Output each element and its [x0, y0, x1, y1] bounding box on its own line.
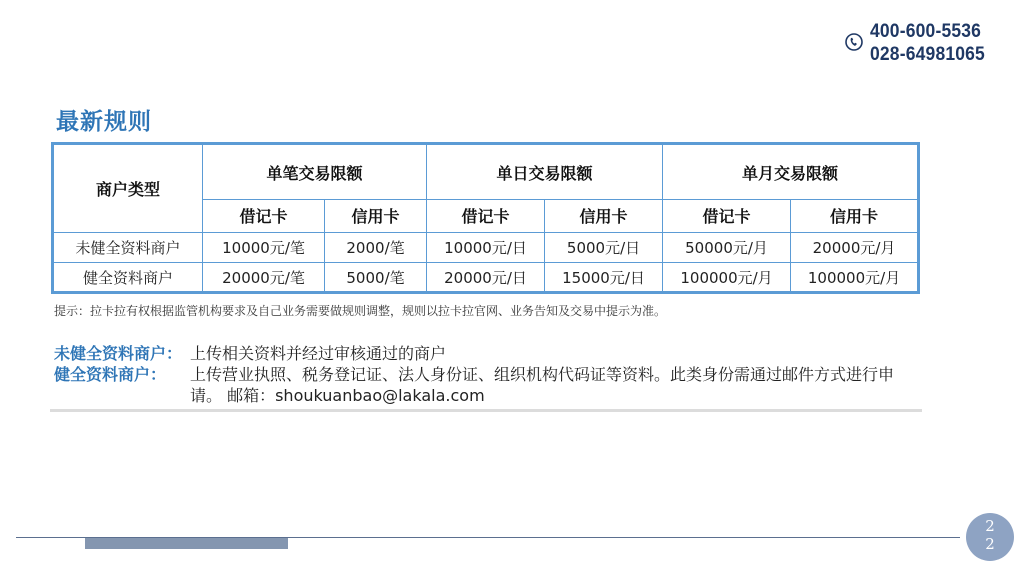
- rules-note: 提示：拉卡拉有权根据监管机构要求及自己业务需要做规则调整，规则以拉卡拉官网、业务告知及交易中提示为准。: [54, 304, 667, 318]
- header-monthly: 单月交易限额: [663, 144, 919, 200]
- table-cell: 100000元/月: [791, 263, 919, 293]
- table-row: [53, 232, 919, 263]
- table-cell: 50000元/月: [663, 232, 791, 263]
- document-divider: [50, 409, 922, 412]
- table-cell: 20000元/日: [427, 263, 545, 293]
- header-per-transaction: 单笔交易限额: [203, 144, 427, 200]
- definition-item: [54, 343, 914, 364]
- subheader-debit: 借记卡: [203, 200, 325, 233]
- subheader-credit: 信用卡: [791, 200, 919, 233]
- table-cell: 10000元/日: [427, 232, 545, 263]
- phone-number-1[interactable]: 400-600-5536: [870, 21, 982, 42]
- phone-icon: [844, 32, 864, 52]
- subheader-debit: 借记卡: [663, 200, 791, 233]
- definition-text: 上传营业执照、税务登记证、法人身份证、组织机构代码证等资料。此类身份需通过邮件方式进行申请。 邮箱：shoukuanbao@lakala.com: [190, 365, 895, 405]
- table-row: [53, 263, 919, 293]
- definitions: [54, 343, 914, 408]
- definition-item: [54, 364, 914, 408]
- table-cell: 2000/笔: [325, 232, 427, 263]
- page-number-badge: [966, 513, 1014, 561]
- header-merchant-type: 商户类型: [53, 144, 203, 233]
- table-cell: 20000元/笔: [203, 263, 325, 293]
- page-number: 22: [985, 517, 995, 553]
- limits-table: [51, 142, 920, 294]
- table-cell: 5000/笔: [325, 263, 427, 293]
- table-cell: 15000元/日: [545, 263, 663, 293]
- header-daily: 单日交易限额: [427, 144, 663, 200]
- subheader-credit: 信用卡: [325, 200, 427, 233]
- table-cell: 10000元/笔: [203, 232, 325, 263]
- table-cell: 20000元/月: [791, 232, 919, 263]
- table-cell: 健全资料商户: [53, 263, 203, 293]
- definition-text: 上传相关资料并经过审核通过的商户: [190, 344, 447, 363]
- table-header-row: [53, 144, 919, 200]
- subheader-debit: 借记卡: [427, 200, 545, 233]
- phone-numbers: [870, 20, 995, 66]
- contact-block: [844, 20, 1004, 70]
- phone-number-2[interactable]: 028-64981065: [870, 44, 985, 65]
- definition-term: 健全资料商户：: [54, 365, 167, 384]
- table-cell: 5000元/日: [545, 232, 663, 263]
- definition-term: 未健全资料商户：: [54, 344, 183, 363]
- section-title: 最新规则: [56, 109, 152, 135]
- table-cell: 100000元/月: [663, 263, 791, 293]
- footer-accent-bar: [85, 538, 288, 549]
- subheader-credit: 信用卡: [545, 200, 663, 233]
- rules-document: [50, 103, 922, 413]
- table-cell: 未健全资料商户: [53, 232, 203, 263]
